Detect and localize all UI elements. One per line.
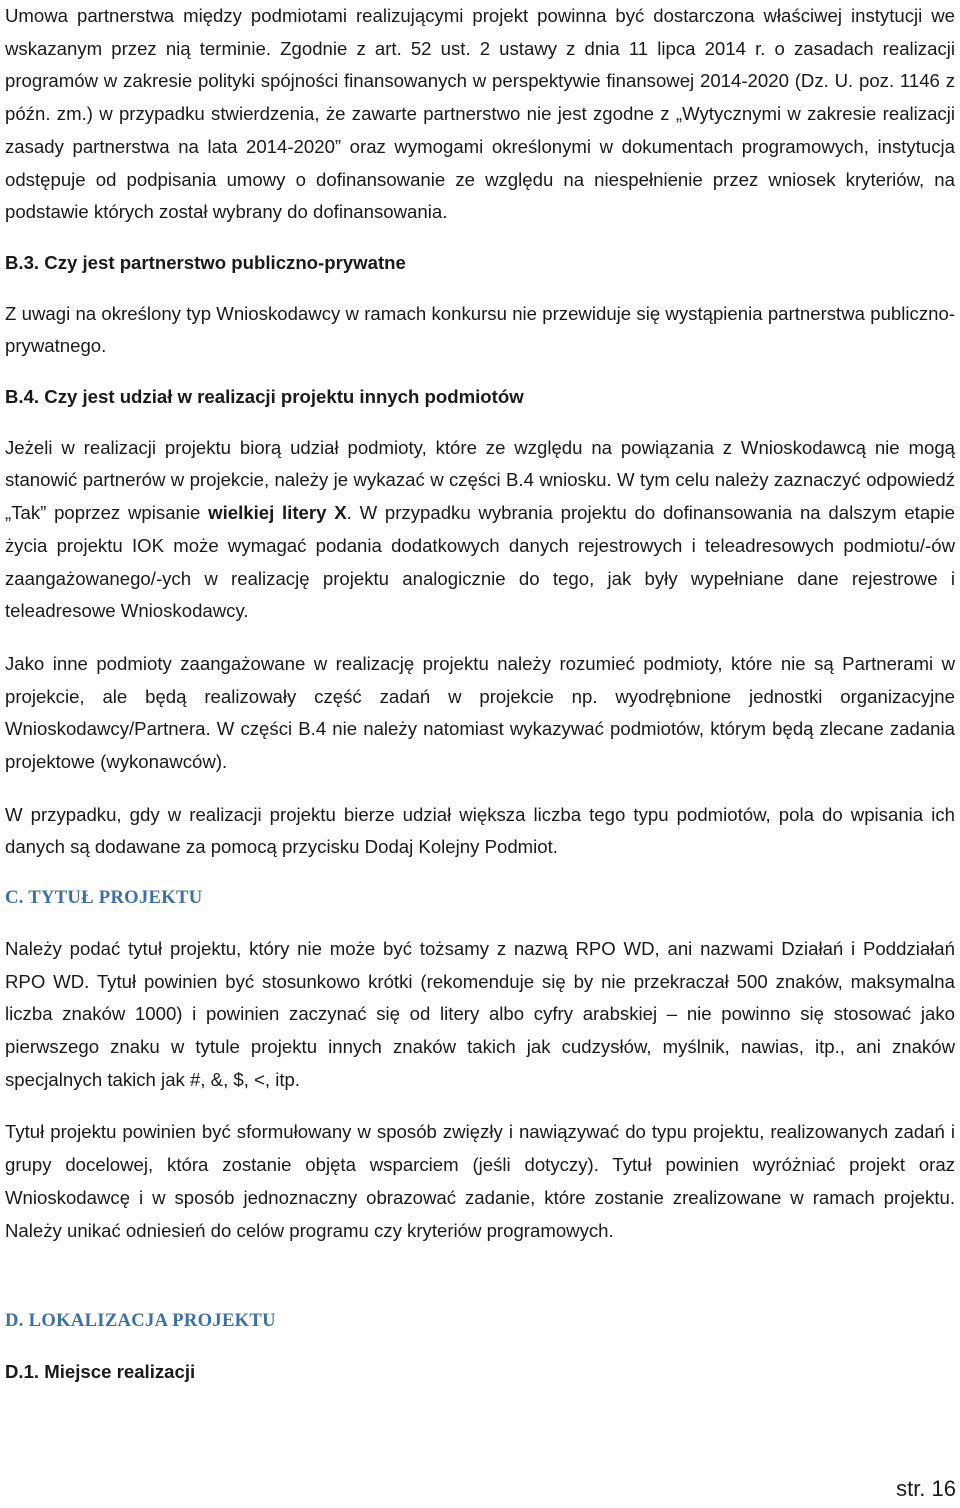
document-page xyxy=(5,0,955,1389)
paragraph-b4-part-b: . W przypadku wybrania projektu do dofinansowania na dalszym etapie życia projektu IOK może wymagać podania dodatkowych danych rejestrowych i teleadresowych podmiotu/-ów zaangażowanego/-ych w realizację projektu analogicznie do tego, jak były wypełniane dane rejestrowe i teleadresowe Wnioskodawcy. xyxy=(5,502,955,622)
paragraph-partnership-agreement: Umowa partnerstwa między podmiotami realizującymi projekt powinna być dostarczona właściwej instytucji we wskazanym przez nią terminie. Zgodnie z art. 52 ust. 2 ustawy z dnia 11 lipca 2014 r. o zasadach realizacji programów w zakresie polityki spójności finansowanych w perspektywie finansowej 2014-2020 (Dz. U. poz. 1146 z późn. zm.) w przypadku stwierdzenia, że zawarte partnerstwo nie jest zgodne z „Wytycznymi w zakresie realizacji zasady partnerstwa na lata 2014-2020” oraz wymogami określonymi w dokumentach programowych, instytucja odstępuje od podpisania umowy o dofinansowanie ze względu na niespełnienie przez wniosek kryteriów, na podstawie których został wybrany do dofinansowania. xyxy=(5,5,955,223)
page-number: str. 16 xyxy=(896,1476,956,1501)
heading-b3: B.3. Czy jest partnerstwo publiczno-prywatne xyxy=(5,251,406,273)
paragraph-b3: Z uwagi na określony typ Wnioskodawcy w ramach konkursu nie przewiduje się wystąpienia partnerstwa publiczno-prywatnego. xyxy=(5,302,955,357)
paragraph-b4-part-a: Jeżeli w realizacji projektu biorą udział podmioty, które ze względu na powiązania z Wnioskodawcą nie mogą stanowić partnerów w projekcie, należy je wykazać w części B.4 wniosku. W tym celu należy zaznaczyć odpowiedź „Tak” poprzez wpisanie xyxy=(5,436,955,524)
heading-d-project-location: D. LOKALIZACJA PROJEKTU xyxy=(5,1310,276,1332)
paragraph-c-title-wording: Tytuł projektu powinien być sformułowany w sposób zwięzły i nawiązywać do typu projektu, realizowanych zadań i grupy docelowej, która zostanie objęta wsparciem (jeśli dotyczy). Tytuł powinien wyróżniać projekt oraz Wnioskodawcę i w sposób jednoznaczny obrazować zadanie, które zostanie zrealizowane w ramach projektu. Należy unikać odniesień do celów programu czy kryteriów programowych. xyxy=(5,1121,955,1241)
heading-b4: B.4. Czy jest udział w realizacji projektu innych podmiotów xyxy=(5,386,524,408)
paragraph-b4-add-entity: W przypadku, gdy w realizacji projektu bierze udział większa liczba tego typu podmiotów, pola do wpisania ich danych są dodawane za pomocą przycisku Dodaj Kolejny Podmiot. xyxy=(5,803,955,858)
paragraph-b4-bold: wielkiej litery X xyxy=(208,502,347,524)
paragraph-b4-main xyxy=(5,432,955,628)
paragraph-b4-other-entities: Jako inne podmioty zaangażowane w realizację projektu należy rozumieć podmioty, które nie są Partnerami w projekcie, ale będą realizowały część zadań w projekcie np. wyodrębnione jednostki organizacyjne Wnioskodawcy/Partnera. W części B.4 nie należy natomiast wykazywać podmiotów, którym będą zlecane zadania projektowe (wykonawców). xyxy=(5,652,955,773)
heading-d1: D.1. Miejsce realizacji xyxy=(5,1360,196,1382)
heading-c-project-title: C. TYTUŁ PROJEKTU xyxy=(5,887,203,909)
paragraph-c-title-rules: Należy podać tytuł projektu, który nie może być tożsamy z nazwą RPO WD, ani nazwami Działań i Poddziałań RPO WD. Tytuł powinien być stosunkowo krótki (rekomenduje się by nie przekraczał 500 znaków, maksymalna liczba znaków 1000) i powinien zaczynać się od litery albo cyfry arabskiej – nie powinno się stosować jako pierwszego znaku w tytule projektu innych znaków takich jak cudzysłów, myślnik, nawias, itp., ani znaków specjalnych takich jak #, &, $, <, itp. xyxy=(5,937,955,1090)
